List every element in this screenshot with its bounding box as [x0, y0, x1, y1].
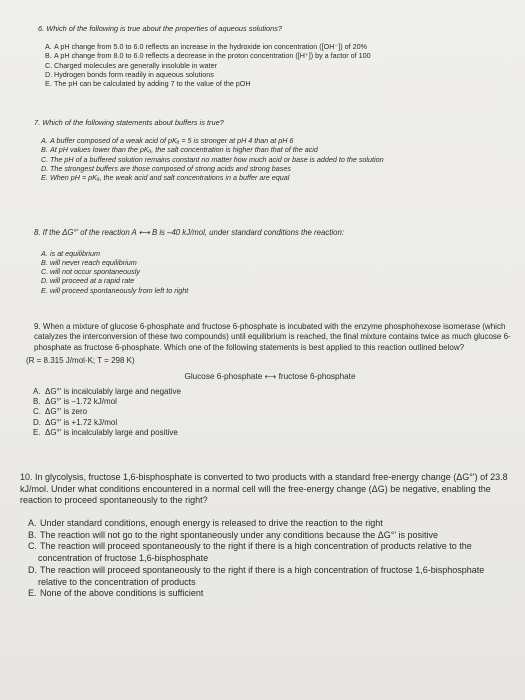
question-7 — [34, 118, 514, 182]
question-10-option-d: D. The reaction will proceed spontaneously to the right if there is a high concentration of fructose 1,6-bisphosphate relative to the concentration of products — [28, 564, 485, 587]
question-6-option-d: D. Hydrogen bonds form readily in aqueous solutions — [45, 69, 214, 79]
question-7-option-b: B. At pH values lower than the pKₐ, the salt concentration is higher than that of the acid — [41, 145, 318, 155]
question-10-stem: 10. In glycolysis, fructose 1,6-bisphosphate is converted to two products with a standard free-energy change (ΔG°') of 23.8 kJ/mol. Under what conditions encountered in a normal cell will the free-energy change (ΔG) be negative, enabling the reaction to proceed spontaneously to the right? — [20, 472, 508, 506]
question-8-option-b: B. will never reach equilibrium — [41, 257, 137, 267]
question-8-option-e: E. will proceed spontaneously from left to right — [41, 285, 189, 295]
question-8 — [34, 228, 514, 295]
question-9-reaction: Glucose 6-phosphate ⟷ fructose 6-phosphate — [184, 371, 356, 381]
question-9-constants: (R = 8.315 J/mol·K; T = 298 K) — [26, 356, 135, 366]
question-7-stem: 7. Which of the following statements about buffers is true? — [34, 118, 224, 127]
question-8-option-a: A. is at equilibrium — [41, 248, 100, 258]
question-8-stem: 8. If the ΔG°' of the reaction A ⟷ B is –40 kJ/mol, under standard conditions the reaction: — [34, 228, 344, 237]
question-6-stem: 6. Which of the following is true about the properties of aqueous solutions? — [38, 24, 283, 33]
question-9-option-a: A. ΔG°' is incalculably large and negative — [33, 386, 181, 396]
question-6-option-b: B. A pH change from 8.0 to 6.0 reflects a decrease in the proton concentration ([H⁺]) by a factor of 100 — [45, 51, 371, 61]
question-9-option-e: E. ΔG°' is incalculably large and positive — [33, 428, 178, 438]
question-8-option-c: C. will not occur spontaneously — [41, 267, 140, 277]
question-7-option-e: E. When pH = pKₐ, the weak acid and salt concentrations in a buffer are equal — [41, 173, 290, 183]
question-9-option-c: C. ΔG°' is zero — [33, 407, 88, 417]
question-10-option-a: A. Under standard conditions, enough energy is released to drive the reaction to the right — [28, 518, 383, 529]
question-7-option-a: A. A buffer composed of a weak acid of pKₐ = 5 is stronger at pH 4 than at pH 6 — [41, 136, 294, 146]
question-9 — [26, 322, 514, 439]
question-6-option-e: E. The pH can be calculated by adding 7 to the value of the pOH — [45, 79, 251, 89]
question-6 — [38, 24, 508, 88]
question-6-option-a: A. A pH change from 5.0 to 6.0 reflects an increase in the hydroxide ion concentration ([OH⁻]) of 20% — [45, 42, 368, 52]
question-9-stem: 9. When a mixture of glucose 6-phosphate and fructose 6-phosphate is incubated with the enzyme phosphohexose isomerase (which catalyzes the interconversion of these two compounds) until equilibrium is reached, the final mixture contains twice as much glucose 6-phosphate as fructose 6-phosphate. Which one of the following statements is best applied to this reaction outlined below? — [34, 322, 511, 352]
question-9-option-d: D. ΔG°' is +1.72 kJ/mol — [33, 417, 118, 427]
question-6-option-c: C. Charged molecules are generally insoluble in water — [45, 60, 218, 70]
question-10-option-e: E. None of the above conditions is sufficient — [28, 588, 204, 599]
question-10-option-b: B. The reaction will not go to the right spontaneously under any conditions because the ΔG°' is positive — [28, 529, 439, 540]
question-10-option-c: C. The reaction will proceed spontaneously to the right if there is a high concentration of products relative to the concentration of fructose 1,6-bisphosphate — [28, 541, 472, 564]
question-9-option-b: B. ΔG°' is –1.72 kJ/mol — [33, 396, 117, 406]
question-7-option-d: D. The strongest buffers are those composed of strong acids and strong bases — [41, 163, 291, 173]
question-7-option-c: C. The pH of a buffered solution remains constant no matter how much acid or base is added to the solution — [41, 154, 384, 164]
question-10 — [20, 472, 515, 600]
question-8-option-d: D. will proceed at a rapid rate — [41, 276, 135, 286]
